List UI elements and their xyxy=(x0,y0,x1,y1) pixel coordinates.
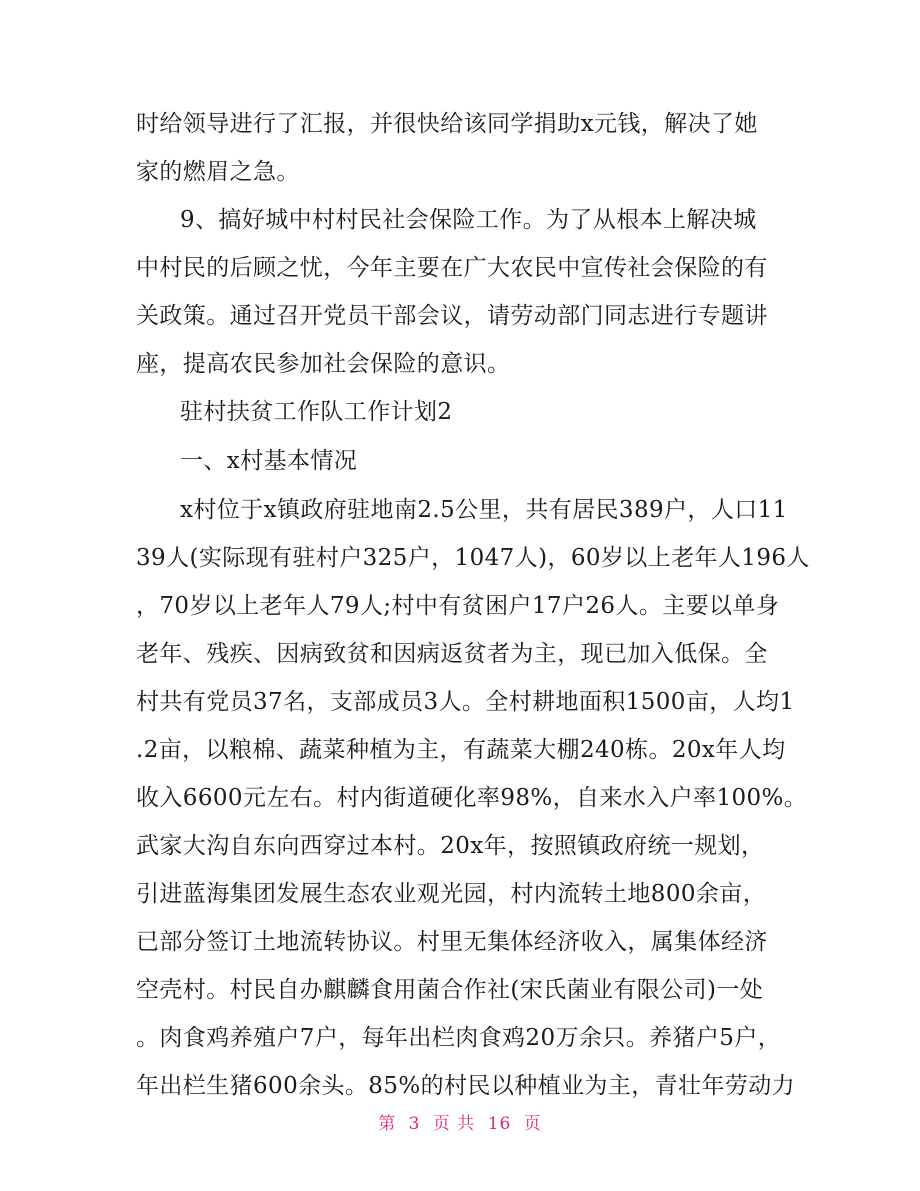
text-line-16: 武家大沟自东向西穿过本村。20x年，按照镇政府统一规划， xyxy=(136,833,765,859)
document-body xyxy=(136,100,810,1110)
text-line-14: .2亩，以粮棉、蔬菜种植为主，有蔬菜大棚240栋。20x年人均 xyxy=(136,737,786,763)
text-line-15: 收入6600元左右。村内街道硬化率98%，自来水入户率100%。 xyxy=(136,785,808,811)
current-page-number: 3 xyxy=(408,1114,421,1134)
text-line-4: 中村民的后顾之忧，今年主要在广大农民中宣传社会保险的有 xyxy=(136,255,768,281)
page-label-suffix: 页 xyxy=(523,1114,542,1134)
text-line-13: 村共有党员37名，支部成员3人。全村耕地面积1500亩，人均1 xyxy=(136,689,795,715)
text-line-18: 已部分签订土地流转协议。村里无集体经济收入，属集体经济 xyxy=(136,929,768,955)
total-pages-number: 16 xyxy=(487,1114,512,1134)
text-line-5: 关政策。通过召开党员干部会议，请劳动部门同志进行专题讲 xyxy=(136,303,768,329)
page-label-prefix: 第 xyxy=(378,1114,397,1134)
text-line-17: 引进蓝海集团发展生态农业观光园，村内流转土地800余亩， xyxy=(136,881,767,907)
text-line-12: 老年、残疾、因病致贫和因病返贫者为主，现已加入低保。全 xyxy=(136,641,768,667)
text-line-9: x村位于x镇政府驻地南2.5公里，共有居民389户，人口11 xyxy=(180,497,788,523)
section-heading: 一、x村基本情况 xyxy=(180,448,358,474)
section-title: 驻村扶贫工作队工作计划2 xyxy=(180,399,453,425)
text-line-10: 39人(实际现有驻村户325户，1047人)，60岁以上老年人196人 xyxy=(136,545,810,571)
text-line-3: 9、搞好城中村村民社会保险工作。为了从根本上解决城 xyxy=(180,207,757,233)
text-line-21: 年出栏生猪600余头。85%的村民以种植业为主，青壮年劳动力 xyxy=(136,1073,796,1099)
text-line-20: 。肉食鸡养殖户7户，每年出栏肉食鸡20万余只。养猪户5户， xyxy=(136,1025,782,1051)
page-label-mid: 页 共 xyxy=(432,1114,476,1134)
text-line-6: 座，提高农民参加社会保险的意识。 xyxy=(136,351,511,377)
text-line-2: 家的燃眉之急。 xyxy=(136,159,300,185)
page-footer xyxy=(0,1109,920,1134)
text-line-19: 空壳村。村民自办麒麟食用菌合作社(宋氏菌业有限公司)一处 xyxy=(136,977,764,1003)
text-line-1: 时给领导进行了汇报，并很快给该同学捐助x元钱，解决了她 xyxy=(136,111,758,137)
text-line-11: ，70岁以上老年人79人;村中有贫困户17户26人。主要以单身 xyxy=(136,593,780,619)
